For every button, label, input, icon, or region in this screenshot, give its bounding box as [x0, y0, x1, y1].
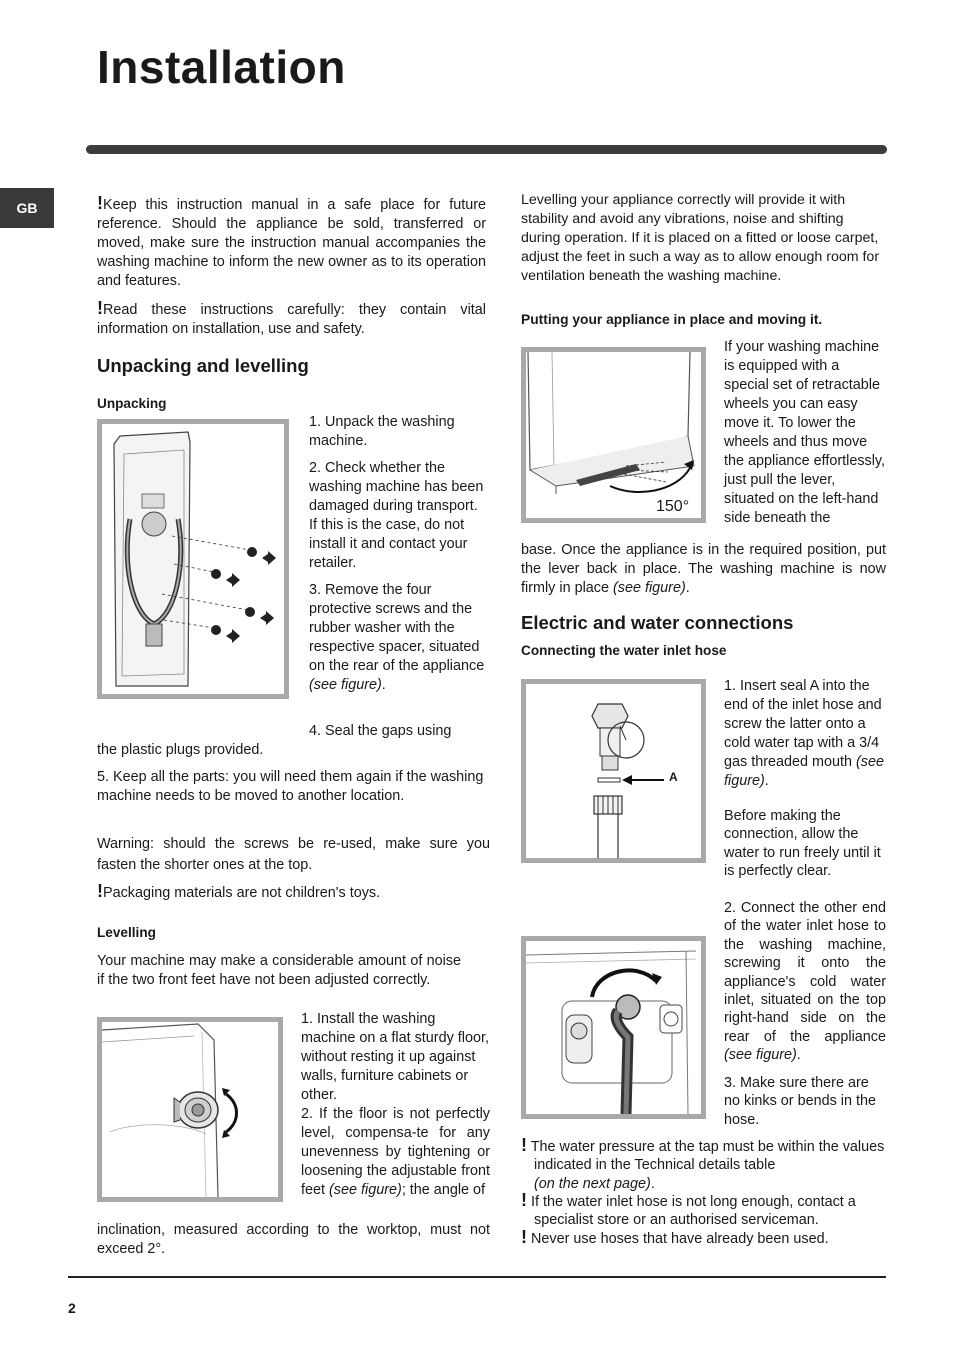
warning-mark: !	[521, 1227, 527, 1247]
section-heading-connections: Electric and water connections	[521, 612, 794, 633]
next-page-ref: (on the next page)	[534, 1175, 651, 1192]
moving-text-cont: base. Once the appliance is in the required position, put the lever back in place. The washing machine is now firmly in place (see figure).	[521, 542, 886, 596]
see-figure-ref: (see figure)	[329, 1182, 402, 1198]
water-pressure-note: ! The water pressure at the tap must be within the values indicated in the Technical details table (on the next page).	[521, 1135, 885, 1192]
unpacking-figure	[97, 419, 289, 699]
unpacking-step-2: 2. Check whether the washing machine has been damaged during transport. If this is the case, do not install it and contact your retailer.	[309, 460, 484, 571]
unpacking-step-4-cont: the plastic plugs provided.	[97, 742, 264, 758]
see-figure-ref: (see figure)	[724, 754, 885, 789]
connection-step-3: 3. Make sure there are no kinks or bends in the hose.	[724, 1075, 876, 1128]
subheading-unpacking: Unpacking	[97, 396, 167, 411]
intro-paragraph-1: !Keep this instruction manual in a safe place for future reference. Should the appliance be sold, transferred or moved, make sure the instruction manual accompanies the washing machine to inform the new owner as to its operation and features.	[97, 193, 486, 289]
warning-mark: !	[521, 1135, 527, 1155]
section-heading-unpacking-levelling: Unpacking and levelling	[97, 355, 309, 376]
unpacking-step-1: 1. Unpack the washing machine.	[309, 414, 455, 449]
used-hoses-note: ! Never use hoses that have already been used.	[521, 1227, 829, 1247]
subheading-moving: Putting your appliance in place and moving it.	[521, 312, 823, 327]
language-tab: GB	[0, 188, 54, 228]
adjustable-foot-illustration	[102, 1022, 278, 1197]
page-title: Installation	[97, 41, 346, 93]
warning-mark: !	[97, 881, 103, 901]
see-figure-ref: (see figure)	[612, 580, 686, 596]
title-divider	[86, 145, 887, 154]
tap-figure	[521, 679, 706, 863]
unpacking-warning: Warning: should the screws be re-used, make sure you fasten the shorter ones at the top.	[97, 836, 490, 873]
footer-divider	[68, 1276, 886, 1278]
levelling-figure	[97, 1017, 283, 1202]
seal-label-a: A	[669, 770, 678, 784]
appliance-water-inlet-illustration	[526, 941, 701, 1114]
levelling-intro: Your machine may make a considerable amount of noise if the two front feet have not been adjusted correctly.	[97, 953, 461, 988]
warning-mark: !	[97, 193, 103, 213]
subheading-water-inlet: Connecting the water inlet hose	[521, 643, 727, 658]
unpacking-step-3: 3. Remove the four protective screws and the rubber washer with the respective spacer, situated on the rear of the appliance (see figure).	[309, 582, 485, 693]
machine-rear-screws-illustration	[102, 424, 284, 694]
connection-step-1: 1. Insert seal A into the end of the inlet hose and screw the latter onto a cold water tap with a 3/4 gas threaded mouth (see figure).	[724, 678, 885, 789]
subheading-levelling: Levelling	[97, 925, 156, 940]
intro-paragraph-2: !Read these instructions carefully: they contain vital information on installation, use and safety.	[97, 298, 486, 337]
levelling-step-1: 1. Install the washing machine on a flat sturdy floor, without resting it up against walls, furniture cabinets or other.	[301, 1011, 489, 1103]
unpacking-step-5: 5. Keep all the parts: you will need them again if the washing machine needs to be moved to another location.	[97, 769, 484, 804]
connection-step-1-b: Before making the connection, allow the water to run freely until it is perfectly clear.	[724, 808, 881, 880]
inlet-figure	[521, 936, 706, 1119]
unpacking-step-4: 4. Seal the gaps using	[309, 723, 452, 739]
levelling-note: Levelling your appliance correctly will provide it with stability and avoid any vibrations, noise and shifting during operation. If it is placed on a fitted or loose carpet, adjust the feet in such a way as to allow enough room for ventilation beneath the washing machine.	[521, 192, 880, 284]
page-number: 2	[68, 1300, 76, 1316]
moving-text: If your washing machine is equipped with a special set of retractable wheels you can easy move it. To lower the wheels and thus move the appliance effortlessly, just pull the lever, situated on the left-hand side beneath the	[724, 339, 886, 526]
warning-mark: !	[521, 1190, 527, 1210]
retractable-wheels-illustration	[526, 352, 701, 518]
angle-label: 150°	[656, 498, 690, 515]
levelling-step-2: 2. If the floor is not perfectly level, compensa-te for any unevenness by tightening or loosening the adjustable front feet (see figure); the angle of	[301, 1106, 490, 1198]
see-figure-ref: (see figure)	[309, 677, 382, 693]
packaging-note: !Packaging materials are not children's toys.	[97, 881, 381, 901]
wheels-figure	[521, 347, 706, 523]
hose-length-note: ! If the water inlet hose is not long enough, contact a specialist store or an authorised serviceman.	[521, 1190, 856, 1229]
levelling-step-2-cont: inclination, measured according to the worktop, must not exceed 2°.	[97, 1222, 490, 1257]
see-figure-ref: (see figure)	[724, 1047, 797, 1064]
connection-step-2: 2. Connect the other end of the water inlet hose to the washing machine, screwing it onto the appliance's cold water inlet, situated on the top right-hand side on the rear of the appliance (see figure).	[724, 900, 886, 1064]
warning-mark: !	[97, 298, 103, 318]
